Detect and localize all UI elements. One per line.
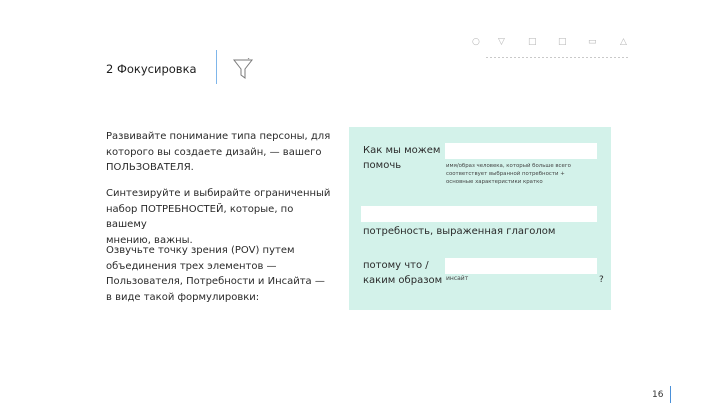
- need-field[interactable]: [361, 206, 597, 222]
- paragraph-user: [106, 129, 336, 176]
- step-nav: [468, 36, 630, 50]
- page-number-bar: [670, 386, 671, 403]
- paragraph-line: набор ПОТРЕБНОСТЕЙ, которые, по вашему: [106, 203, 294, 230]
- paragraph-line: Пользователя, Потребности и Инсайта —: [106, 276, 325, 287]
- paragraph-line: Развивайте понимание типа персоны, для: [106, 131, 331, 142]
- paragraph-line: мнению, важны.: [106, 234, 193, 246]
- because-label: [363, 258, 442, 288]
- hint-line: имя/образ человека, который больше всего: [446, 163, 571, 169]
- user-hint: [446, 162, 606, 187]
- paragraph-pov: [106, 243, 336, 305]
- step-nav-dotted-line: [486, 57, 628, 58]
- paragraph-line: объединения трех элементов —: [106, 260, 277, 272]
- need-hint: потребность, выраженная глаголом: [363, 226, 556, 237]
- hint-line: соответствует выбранной потребности +: [446, 171, 565, 178]
- step-5-icon: ▭: [588, 37, 597, 47]
- label-line: Как мы можем: [363, 145, 441, 156]
- insight-hint: инсайт: [446, 275, 469, 282]
- label-line: потому что /: [363, 260, 429, 271]
- paragraph-needs: [106, 186, 336, 248]
- step-3-icon: □: [528, 37, 537, 47]
- title-divider: [216, 50, 217, 84]
- paragraph-line: которого вы создаете дизайн, — вашего: [106, 146, 322, 158]
- label-line: помочь: [363, 160, 402, 171]
- pov-template-card: [349, 127, 611, 310]
- section-title: 2 Фокусировка: [106, 62, 197, 76]
- step-2-funnel-icon: ▽: [498, 37, 505, 47]
- paragraph-line: ПОЛЬЗОВАТЕЛЯ.: [106, 162, 194, 173]
- paragraph-line: в виде такой формулировки:: [106, 291, 260, 303]
- how-might-we-label: [363, 143, 440, 173]
- paragraph-line: Синтезируйте и выбирайте ограниченный: [106, 188, 331, 199]
- label-line: каким образом: [363, 275, 443, 286]
- step-6-icon: △: [620, 37, 627, 47]
- funnel-icon: [232, 58, 254, 80]
- insight-field[interactable]: [445, 258, 597, 274]
- hint-line: основные характеристики кратко: [446, 179, 543, 186]
- page-number: 16: [652, 390, 664, 400]
- step-1-icon: ○: [472, 37, 480, 47]
- paragraph-line: Озвучьте точку зрения (POV) путем: [106, 245, 295, 256]
- step-4-icon: □: [558, 37, 567, 47]
- question-mark: ?: [599, 275, 604, 285]
- user-field[interactable]: [445, 143, 597, 159]
